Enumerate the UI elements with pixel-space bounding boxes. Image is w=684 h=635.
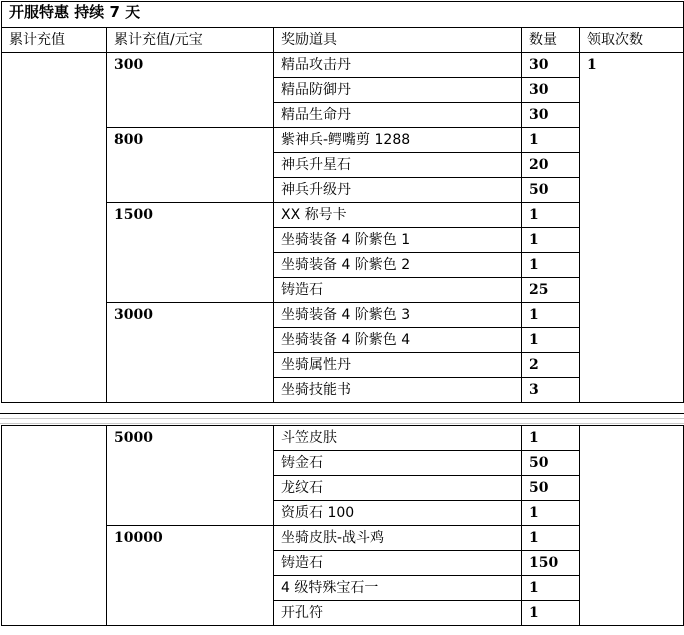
claim-count: 1 [580, 53, 684, 403]
reward-item: 坐骑装备 4 阶紫色 3 [274, 303, 522, 328]
reward-qty: 20 [522, 153, 580, 178]
reward-qty: 50 [522, 451, 580, 476]
header-reward-item: 奖励道具 [274, 28, 522, 53]
reward-qty: 1 [522, 501, 580, 526]
reward-item: 紫神兵-鳄嘴剪 1288 [274, 128, 522, 153]
reward-qty: 30 [522, 78, 580, 103]
header-cumulative-recharge: 累计充值 [2, 28, 107, 53]
reward-item: 坐骑装备 4 阶紫色 4 [274, 328, 522, 353]
reward-item: 神兵升级丹 [274, 178, 522, 203]
header-quantity: 数量 [522, 28, 580, 53]
reward-item: 龙纹石 [274, 476, 522, 501]
reward-item: XX 称号卡 [274, 203, 522, 228]
reward-item: 坐骑装备 4 阶紫色 2 [274, 253, 522, 278]
reward-item: 坐骑装备 4 阶紫色 1 [274, 228, 522, 253]
tier-amount: 5000 [107, 426, 274, 526]
reward-qty: 2 [522, 353, 580, 378]
reward-item: 资质石 100 [274, 501, 522, 526]
reward-qty: 50 [522, 178, 580, 203]
tier-amount: 1500 [107, 203, 274, 303]
reward-item: 开孔符 [274, 601, 522, 626]
reward-item: 坐骑技能书 [274, 378, 522, 403]
reward-qty: 1 [522, 426, 580, 451]
reward-qty: 1 [522, 576, 580, 601]
claim-count-blank [580, 426, 684, 626]
reward-qty: 30 [522, 103, 580, 128]
header-recharge-amount: 累计充值/元宝 [107, 28, 274, 53]
reward-item: 铸金石 [274, 451, 522, 476]
reward-item: 坐骑属性丹 [274, 353, 522, 378]
tier-amount: 800 [107, 128, 274, 203]
reward-qty: 25 [522, 278, 580, 303]
reward-qty: 30 [522, 53, 580, 78]
reward-table-page2 [1, 425, 684, 626]
reward-qty: 50 [522, 476, 580, 501]
reward-qty: 150 [522, 551, 580, 576]
reward-qty: 1 [522, 203, 580, 228]
reward-item: 斗笠皮肤 [274, 426, 522, 451]
header-claim-count: 领取次数 [580, 28, 684, 53]
header-row [2, 28, 684, 53]
reward-table-page1 [1, 1, 684, 403]
table-row [2, 426, 684, 451]
reward-qty: 1 [522, 328, 580, 353]
reward-qty: 3 [522, 378, 580, 403]
table-row [2, 53, 684, 78]
title-row [2, 2, 684, 28]
reward-qty: 1 [522, 601, 580, 626]
tier-amount: 3000 [107, 303, 274, 403]
reward-item: 精品攻击丹 [274, 53, 522, 78]
tier-amount: 300 [107, 53, 274, 128]
page-break [0, 413, 684, 424]
reward-qty: 1 [522, 253, 580, 278]
reward-qty: 1 [522, 128, 580, 153]
reward-item: 铸造石 [274, 278, 522, 303]
reward-item: 神兵升星石 [274, 153, 522, 178]
reward-item: 精品生命丹 [274, 103, 522, 128]
reward-qty: 1 [522, 303, 580, 328]
cumulative-recharge-blank [2, 426, 107, 626]
reward-item: 铸造石 [274, 551, 522, 576]
cumulative-recharge-blank [2, 53, 107, 403]
tier-amount: 10000 [107, 526, 274, 626]
reward-item: 坐骑皮肤-战斗鸡 [274, 526, 522, 551]
table-title: 开服特惠 持续 7 天 [2, 2, 684, 28]
reward-item: 4 级特殊宝石一 [274, 576, 522, 601]
reward-qty: 1 [522, 228, 580, 253]
reward-item: 精品防御丹 [274, 78, 522, 103]
reward-qty: 1 [522, 526, 580, 551]
